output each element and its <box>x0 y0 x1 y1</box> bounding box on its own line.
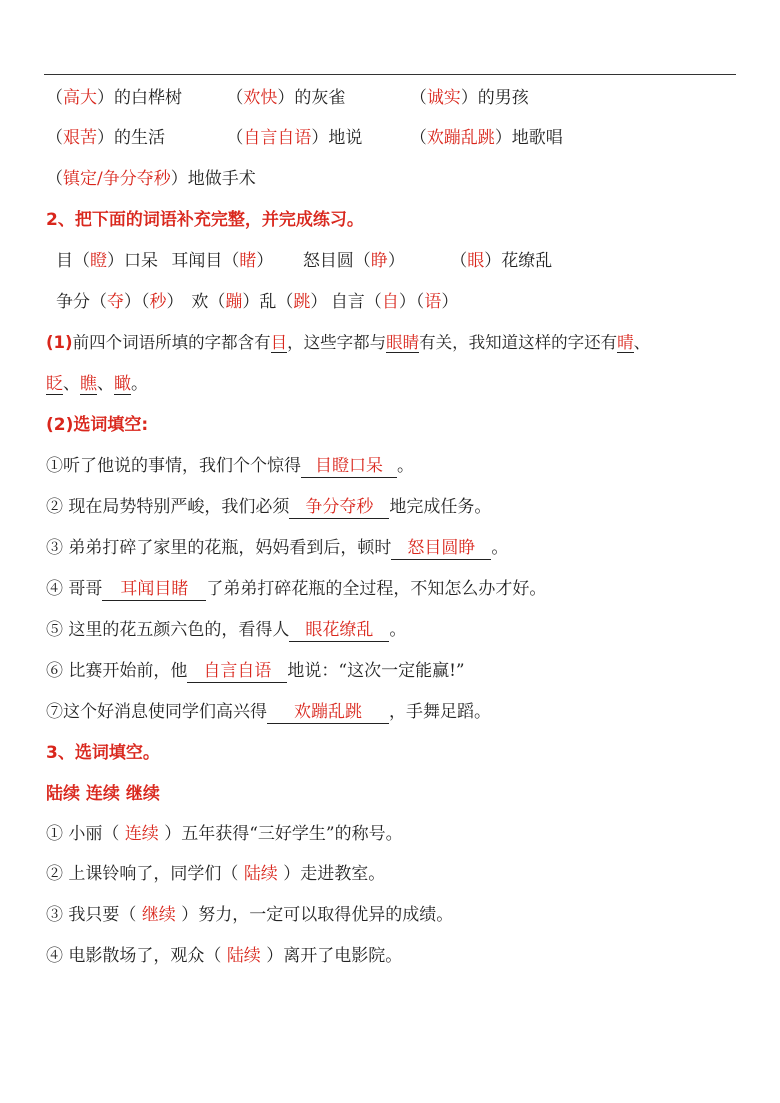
exercise-1-line-2: 眨、瞧、瞰。 <box>46 374 148 394</box>
exercise-2-heading: (2)选词填空: <box>46 415 149 435</box>
sentence: ⑤ 这里的花五颜六色的，看得人 眼花缭乱 。 <box>46 620 407 640</box>
phrase: （艰苦）的生活 <box>46 128 165 148</box>
sentence: ③ 弟弟打碎了家里的花瓶，妈妈看到后，顿时 怒目圆睁 。 <box>46 538 509 558</box>
answer-blank: 目瞪口呆 <box>301 455 397 478</box>
phrase-row-1 <box>46 86 529 110</box>
answer: 继续 <box>141 905 176 925</box>
answer: 欢快 <box>243 88 278 108</box>
exercise-1-line-1: (1)前四个词语所填的字都含有目，这些字都与眼睛有关，我知道这样的字还有晴、 <box>46 333 651 352</box>
word-choices: 陆续 连续 继续 <box>46 784 160 804</box>
answer-blank: 瞰 <box>114 374 131 394</box>
answer-blank: 目 <box>270 333 288 352</box>
answer-blank: 眼花缭乱 <box>289 619 389 642</box>
phrase: （欢快）的灰雀 <box>226 88 346 108</box>
sentence: ② 现在局势特别严峻，我们必须 争分夺秒 地完成任务。 <box>46 497 492 517</box>
idiom: 怒目圆（睁） <box>302 251 405 271</box>
answer: 自言自语 <box>243 128 312 148</box>
answer-blank: 怒目圆睁 <box>391 537 491 560</box>
answer: 欢蹦乱跳 <box>426 128 495 148</box>
answer-blank: 争分夺秒 <box>289 496 389 519</box>
answer-blank: 晴 <box>617 333 634 352</box>
answer-blank: 欢蹦乱跳 <box>267 701 389 724</box>
idiom: （眼）花缭乱 <box>450 251 553 271</box>
sentence: ⑥ 比赛开始前，他 自言自语 地说：“这次一定能赢!” <box>46 661 465 681</box>
answer-blank: 眨 <box>46 374 63 394</box>
idiom: 争分（夺）（秒） <box>56 292 184 312</box>
section-2-heading: 2、把下面的词语补充完整，并完成练习。 <box>46 210 364 230</box>
idiom: 目（瞪）口呆 <box>56 251 158 271</box>
answer: 陆续 <box>243 864 278 884</box>
idiom: 自言（自）（语） <box>330 292 459 312</box>
phrase: （自言自语）地说 <box>226 128 363 148</box>
phrase: （诚实）的男孩 <box>409 88 529 108</box>
idiom: 耳闻目（睹） <box>171 251 274 271</box>
sentence: ④ 哥哥 耳闻目睹 了弟弟打碎花瓶的全过程，不知怎么办才好。 <box>46 579 547 599</box>
top-divider <box>44 74 736 75</box>
section-3-heading: 3、选词填空。 <box>46 743 160 763</box>
answer-blank: 耳闻目睹 <box>102 578 206 601</box>
idiom-row-1 <box>56 249 552 273</box>
answer-blank: 眼睛 <box>386 333 420 352</box>
sentence: ①听了他说的事情，我们个个惊得 目瞪口呆 。 <box>46 456 414 476</box>
answer: 诚实 <box>426 88 461 108</box>
phrase: （欢蹦乱跳）地歌唱 <box>409 128 563 148</box>
answer: 陆续 <box>226 946 261 966</box>
idiom-row-2 <box>56 290 458 314</box>
answer: 艰苦 <box>63 128 97 148</box>
idiom: 欢（蹦）乱（跳） <box>191 292 328 312</box>
answer: 镇定/争分夺秒 <box>63 169 171 189</box>
answer-blank: 自言自语 <box>187 660 287 683</box>
fill-item: ④ 电影散场了，观众（ 陆续 ）离开了电影院。 <box>46 946 403 966</box>
answer: 高大 <box>63 88 97 108</box>
phrase-row-3: （镇定/争分夺秒）地做手术 <box>46 169 256 189</box>
fill-item: ① 小丽（ 连续 ）五年获得“三好学生”的称号。 <box>46 824 403 844</box>
fill-item: ③ 我只要（ 继续 ）努力，一定可以取得优异的成绩。 <box>46 905 454 925</box>
phrase: （高大）的白桦树 <box>46 88 182 108</box>
answer-blank: 瞧 <box>80 374 97 394</box>
sentence: ⑦这个好消息使同学们高兴得 欢蹦乱跳 ，手舞足蹈。 <box>46 702 491 722</box>
answer: 连续 <box>124 824 159 844</box>
phrase-row-2 <box>46 126 563 150</box>
fill-item: ② 上课铃响了，同学们（ 陆续 ）走进教室。 <box>46 864 386 884</box>
